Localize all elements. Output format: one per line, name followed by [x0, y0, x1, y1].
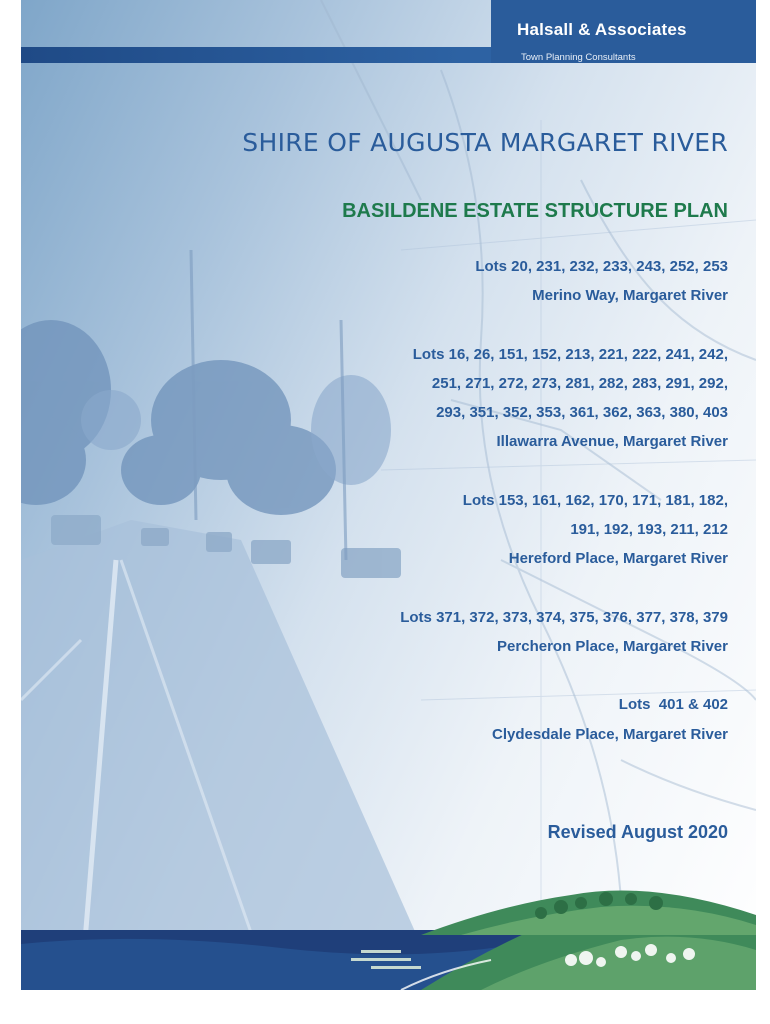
- lot-group: [208, 690, 728, 749]
- plan-subtitle: BASILDENE ESTATE STRUCTURE PLAN: [342, 200, 728, 222]
- landscape-hills-icon: [21, 930, 756, 990]
- lot-line: 191, 192, 193, 211, 212: [570, 521, 728, 539]
- street-line: Percheron Place, Margaret River: [497, 637, 728, 655]
- revision-date: Revised August 2020: [547, 822, 728, 842]
- lot-line: 293, 351, 352, 353, 361, 362, 363, 380, 403: [436, 404, 728, 422]
- lot-group: [208, 603, 728, 662]
- street-line: Hereford Place, Margaret River: [508, 550, 728, 568]
- company-name: Halsall & Associates: [517, 20, 687, 39]
- hill-top-icon: [421, 885, 756, 935]
- lot-group: [208, 486, 728, 574]
- lot-group: [208, 340, 728, 457]
- company-tagline: Town Planning Consultants: [521, 52, 636, 63]
- lot-line: Lots 153, 161, 162, 170, 171, 181, 182,: [462, 491, 728, 509]
- lot-list: [208, 252, 728, 778]
- company-banner: [491, 0, 756, 63]
- lot-line: 251, 271, 272, 273, 281, 282, 283, 291, 292,: [431, 374, 728, 392]
- lot-line: Lots 20, 231, 232, 233, 243, 252, 253: [475, 258, 728, 275]
- lot-line: Lots 16, 26, 151, 152, 213, 221, 222, 241, 242,: [412, 345, 728, 363]
- lot-line: Lots 401 & 402: [618, 696, 728, 714]
- street-line: Clydesdale Place, Margaret River: [492, 725, 728, 743]
- page-title: SHIRE OF AUGUSTA MARGARET RIVER: [242, 128, 728, 157]
- street-line: Merino Way, Margaret River: [532, 287, 728, 305]
- lot-line: Lots 371, 372, 373, 374, 375, 376, 377, 378, 379: [400, 608, 728, 626]
- lot-group: [208, 252, 728, 311]
- street-line: Illawarra Avenue, Margaret River: [496, 433, 728, 451]
